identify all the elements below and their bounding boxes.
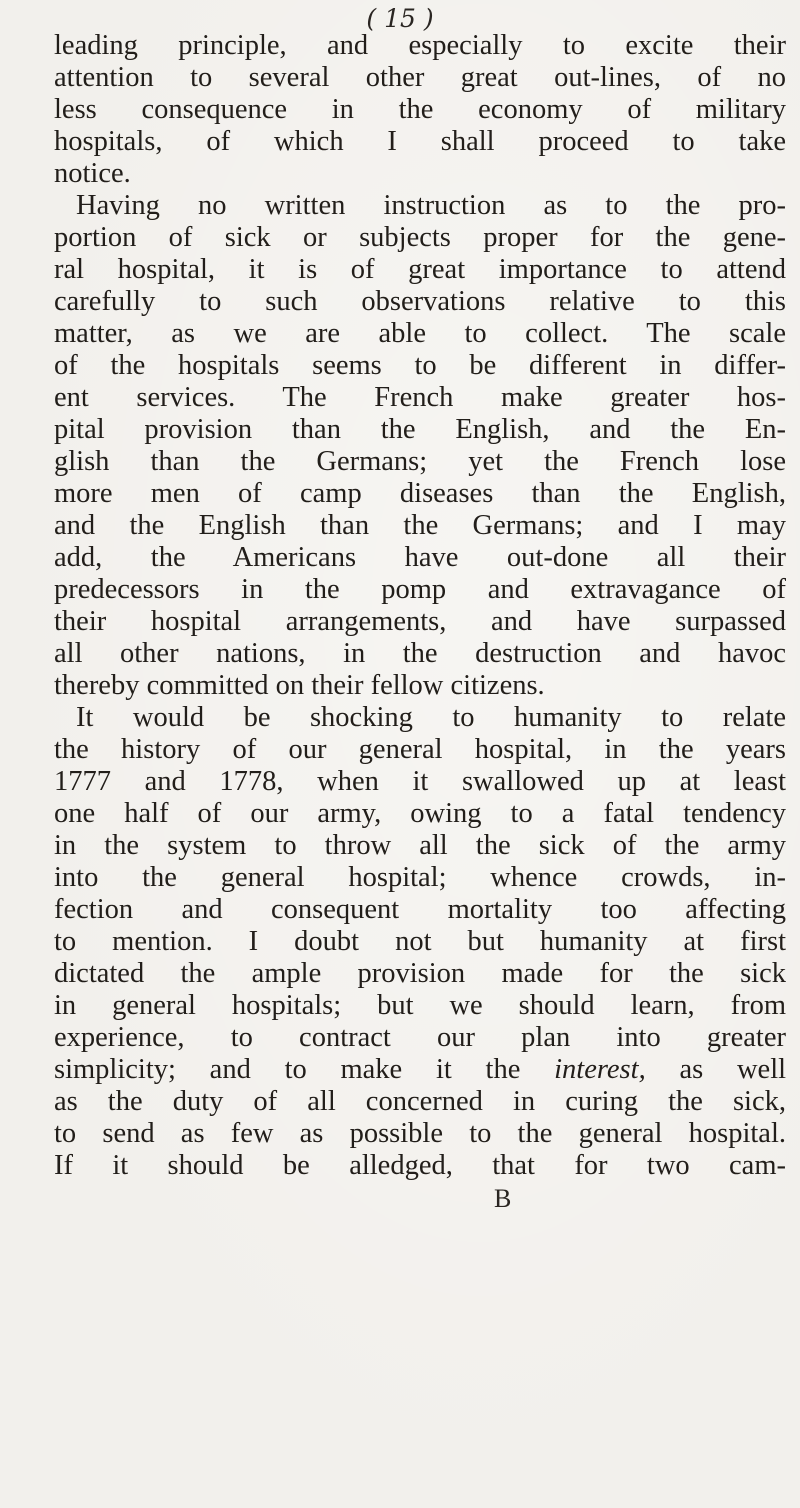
text-segment: simplicity; and to make it the [54, 1054, 521, 1085]
text-line: dictated the ample provision made for the sick [54, 958, 786, 989]
text-line: Having no written instruction as to the pro- [76, 190, 786, 221]
text-line-with-italic [0, 1054, 800, 1086]
text-line: and the English than the Germans; and I may [54, 510, 786, 541]
text-segment: as well [679, 1054, 787, 1085]
text-line: attention to several other great out-lines, of no [54, 62, 786, 93]
text-line: as the duty of all concerned in curing the sick, [54, 1086, 786, 1117]
text-line: one half of our army, owing to a fatal tendency [54, 798, 786, 829]
text-line: experience, to contract our plan into greater [54, 1022, 786, 1053]
text-line: into the general hospital; whence crowds, in- [54, 862, 786, 893]
text-line: of the hospitals seems to be different in differ- [54, 350, 786, 381]
italic-word: interest, [554, 1054, 646, 1085]
page-number: ( 15 ) [366, 4, 434, 33]
text-line: to mention. I doubt not but humanity at first [54, 926, 786, 957]
text-line: add, the Americans have out-done all their [54, 542, 786, 573]
text-line: hospitals, of which I shall proceed to take [54, 126, 786, 157]
text-line: more men of camp diseases than the English, [54, 478, 786, 509]
text-line: glish than the Germans; yet the French lose [54, 446, 786, 477]
text-line: fection and consequent mortality too affecting [54, 894, 786, 925]
text-line: leading principle, and especially to excite their [54, 30, 786, 61]
body-text [0, 30, 800, 1182]
text-line: to send as few as possible to the general hospital. [54, 1118, 786, 1149]
text-line: 1777 and 1778, when it swallowed up at least [54, 766, 786, 797]
text-line: ral hospital, it is of great importance to attend [54, 254, 786, 285]
text-line: in general hospitals; but we should learn, from [54, 990, 786, 1021]
text-line: If it should be alledged, that for two cam- [54, 1150, 786, 1181]
text-line: ent services. The French make greater hos- [54, 382, 786, 413]
text-line: the history of our general hospital, in the years [54, 734, 786, 765]
signature-mark: B [494, 1184, 512, 1213]
text-line: carefully to such observations relative to this [54, 286, 786, 317]
text-line: all other nations, in the destruction and havoc [54, 638, 786, 669]
text-line: It would be shocking to humanity to relate [76, 702, 786, 733]
text-line: matter, as we are able to collect. The scale [54, 318, 786, 349]
text-line: thereby committed on their fellow citizens. [54, 670, 545, 701]
text-line: their hospital arrangements, and have surpassed [54, 606, 786, 637]
text-line: pital provision than the English, and the En- [54, 414, 786, 445]
text-line: predecessors in the pomp and extravagance of [54, 574, 786, 605]
text-line: in the system to throw all the sick of the army [54, 830, 786, 861]
text-line: less consequence in the economy of military [54, 94, 786, 125]
text-line: notice. [54, 158, 131, 189]
text-line: portion of sick or subjects proper for the gene- [54, 222, 786, 253]
